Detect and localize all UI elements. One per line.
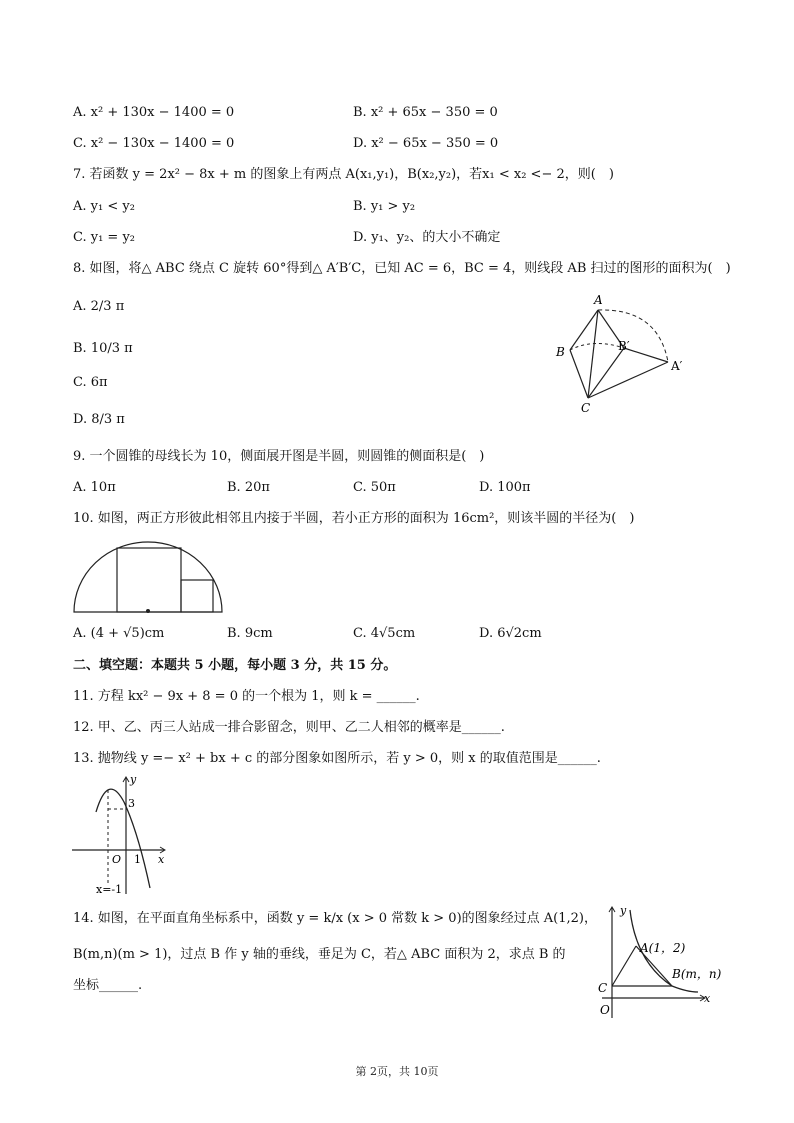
q9-option-a: A. 10π [73, 480, 116, 495]
q8-option-a: A. 2/3 π [73, 299, 125, 314]
q7-option-c: C. y₁ = y₂ [73, 230, 136, 245]
q8-label-b: B [556, 345, 565, 359]
q12-stem: 12. 甲、乙、丙三人站成一排合影留念，则甲、乙二人相邻的概率是______. [73, 720, 505, 735]
page-footer: 第 2页，共 10页 [355, 1065, 439, 1078]
q8-stem: 8. 如图，将△ ABC 绕点 C 旋转 60°得到△ A′B′C，已知 AC = 6，BC = 4，则线段 AB 扫过的图形的面积为( ) [73, 261, 731, 276]
q13-label-axis: x=-1 [96, 883, 123, 896]
q10-option-d: D. 6√2cm [479, 626, 542, 641]
q14-label-a: A(1，2) [640, 941, 686, 955]
q8-label-b1: B′ [618, 339, 630, 353]
q13-label-x: x [158, 853, 165, 866]
q14-label-b: B(m，n) [672, 967, 722, 981]
q8-option-c: C. 6π [73, 375, 108, 390]
q9-option-b: B. 20π [227, 480, 270, 495]
q9-option-d: D. 100π [479, 480, 531, 495]
q14-hyperbola-figure [592, 902, 722, 1020]
q14-label-c: C [598, 981, 608, 995]
q13-label-y: y [130, 773, 137, 786]
q14-label-x: x [704, 992, 711, 1005]
q8-label-a1: A′ [671, 359, 683, 373]
q10-semicircle-figure [70, 538, 226, 618]
q13-label-one: 1 [134, 853, 141, 866]
q11-stem: 11. 方程 kx² − 9x + 8 = 0 的一个根为 1，则 k = ______. [73, 689, 420, 704]
q6-option-d: D. x² − 65x − 350 = 0 [353, 136, 499, 151]
q14-stem-line1: 14. 如图，在平面直角坐标系中，函数 y = k/x (x > 0 常数 k > 0)的图象经过点 A(1,2)， [73, 911, 597, 926]
q13-parabola-figure [68, 772, 180, 896]
q10-option-c: C. 4√5cm [353, 626, 416, 641]
q8-option-b: B. 10/3 π [73, 341, 133, 356]
q8-label-a: A [594, 293, 603, 307]
q7-option-a: A. y₁ < y₂ [73, 199, 135, 214]
q7-stem: 7. 若函数 y = 2x² − 8x + m 的图象上有两点 A(x₁,y₁)，B(x₂,y₂)，若x₁ < x₂ <− 2，则( ) [73, 167, 614, 182]
q8-label-c: C [581, 401, 591, 415]
q10-option-b: B. 9cm [227, 626, 273, 641]
q8-option-d: D. 8/3 π [73, 412, 125, 427]
q14-label-origin: O [600, 1003, 610, 1017]
q10-stem: 10. 如图，两正方形彼此相邻且内接于半圆，若小正方形的面积为 16cm²，则该半圆的半径为( ) [73, 511, 635, 526]
q14-label-y: y [620, 904, 627, 917]
section-heading-fill-in: 二、填空题：本题共 5 小题，每小题 3 分，共 15 分。 [73, 658, 397, 673]
q10-option-a: A. (4 + √5)cm [73, 626, 165, 641]
q9-stem: 9. 一个圆锥的母线长为 10，侧面展开图是半圆，则圆锥的侧面积是( ) [73, 449, 485, 464]
q13-label-origin: O [112, 853, 122, 866]
q7-option-b: B. y₁ > y₂ [353, 199, 416, 214]
q6-option-b: B. x² + 65x − 350 = 0 [353, 105, 498, 120]
q14-stem-line2: B(m,n)(m > 1)，过点 B 作 y 轴的垂线，垂足为 C，若△ ABC 面积为 2，求点 B 的 [73, 947, 566, 962]
q13-stem: 13. 抛物线 y =− x² + bx + c 的部分图象如图所示，若 y > 0，则 x 的取值范围是______. [73, 751, 601, 766]
q6-option-c: C. x² − 130x − 1400 = 0 [73, 136, 235, 151]
q9-option-c: C. 50π [353, 480, 396, 495]
q13-label-three: 3 [128, 797, 135, 810]
q8-rotation-figure [548, 288, 698, 418]
q7-option-d: D. y₁、y₂、的大小不确定 [353, 230, 501, 245]
q6-option-a: A. x² + 130x − 1400 = 0 [73, 105, 235, 120]
q14-stem-line3: 坐标______. [73, 978, 143, 993]
